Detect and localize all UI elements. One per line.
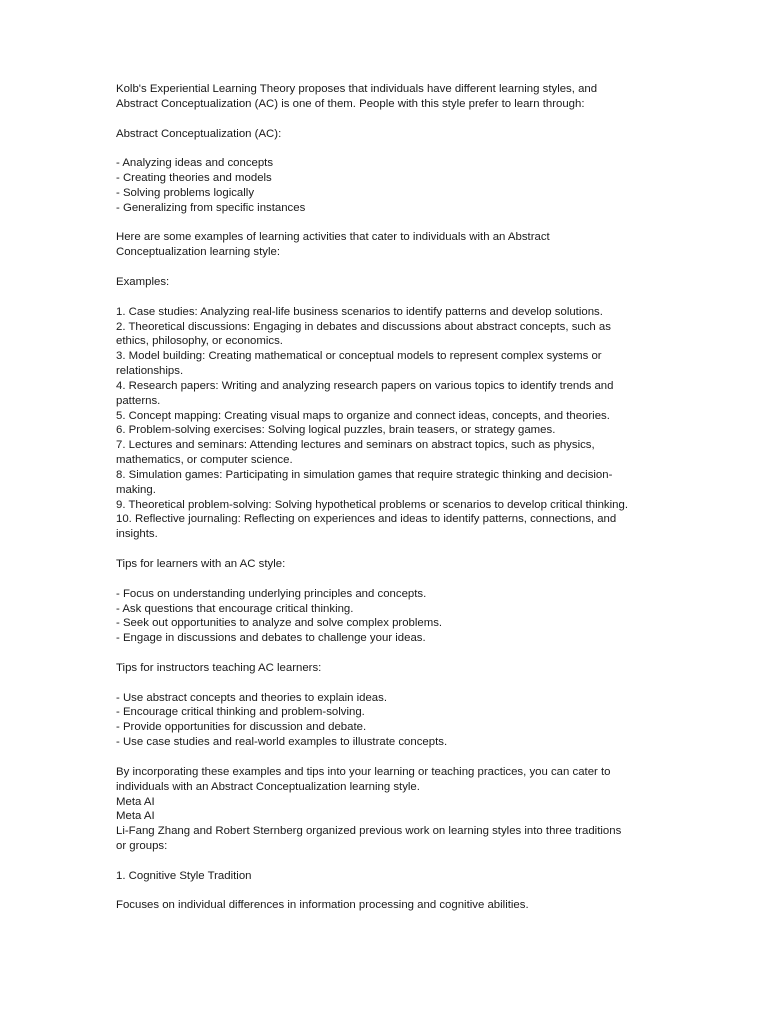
text-line: - Ask questions that encourage critical thinking. xyxy=(116,602,354,615)
text-line: 7. Lectures and seminars: Attending lectures and seminars on abstract topics, such as physics, xyxy=(116,439,595,452)
text-line: - Creating theories and models xyxy=(116,172,272,185)
text-line: By incorporating these examples and tips into your learning or teaching practices, you can cater to xyxy=(116,765,611,778)
text-line xyxy=(116,646,661,661)
text-line: - Provide opportunities for discussion and debate. xyxy=(116,721,367,734)
text-line xyxy=(116,290,661,305)
text-line: Li-Fang Zhang and Robert Sternberg organized previous work on learning styles into three traditions xyxy=(116,825,622,838)
text-line: - Seek out opportunities to analyze and solve complex problems. xyxy=(116,617,443,630)
text-line: insights. xyxy=(116,528,158,541)
text-line: 2. Theoretical discussions: Engaging in debates and discussions about abstract concepts, such as xyxy=(116,320,611,333)
text-line xyxy=(116,884,661,899)
text-line: 4. Research papers: Writing and analyzing research papers on various topics to identify trends and xyxy=(116,379,614,392)
text-line xyxy=(116,572,661,587)
text-line xyxy=(116,750,661,765)
text-line: - Encourage critical thinking and problem-solving. xyxy=(116,706,365,719)
text-line: individuals with an Abstract Conceptualization learning style. xyxy=(116,780,420,793)
text-line: Conceptualization learning style: xyxy=(116,246,280,259)
text-line: Tips for learners with an AC style: xyxy=(116,558,286,570)
text-line xyxy=(116,141,661,156)
text-line: - Use case studies and real-world examples to illustrate concepts. xyxy=(116,736,448,749)
text-line xyxy=(116,854,661,869)
text-line: 5. Concept mapping: Creating visual maps to organize and connect ideas, concepts, and theories. xyxy=(116,409,610,422)
text-line xyxy=(116,676,661,691)
text-line: - Focus on understanding underlying principles and concepts. xyxy=(116,587,427,600)
document-page xyxy=(116,82,661,913)
text-line: Examples: xyxy=(116,275,170,288)
text-line: 9. Theoretical problem-solving: Solving hypothetical problems or scenarios to develop critical thinking. xyxy=(116,498,628,511)
text-line: Tips for instructors teaching AC learners: xyxy=(116,661,322,674)
text-line: Abstract Conceptualization (AC) is one of them. People with this style prefer to learn through: xyxy=(116,97,585,110)
text-line: patterns. xyxy=(116,394,161,407)
text-line xyxy=(116,542,661,557)
text-line: 3. Model building: Creating mathematical or conceptual models to represent complex systems or xyxy=(116,350,602,363)
text-line: Meta AI xyxy=(116,810,155,823)
text-line: mathematics, or computer science. xyxy=(116,454,293,467)
text-line: Abstract Conceptualization (AC): xyxy=(116,127,282,140)
text-line: - Use abstract concepts and theories to explain ideas. xyxy=(116,691,387,704)
text-line: Meta AI xyxy=(116,795,155,808)
text-line: Focuses on individual differences in information processing and cognitive abilities. xyxy=(116,899,529,912)
text-line: 10. Reflective journaling: Reflecting on experiences and ideas to identify patterns, connections, and xyxy=(116,513,617,526)
text-line xyxy=(116,260,661,275)
text-line: ethics, philosophy, or economics. xyxy=(116,335,283,348)
text-line: Here are some examples of learning activities that cater to individuals with an Abstract xyxy=(116,231,550,244)
text-line: Kolb's Experiential Learning Theory proposes that individuals have different learning styles, and xyxy=(116,83,598,95)
text-line: - Engage in discussions and debates to challenge your ideas. xyxy=(116,632,426,645)
text-line: 8. Simulation games: Participating in simulation games that require strategic thinking and decision- xyxy=(116,468,613,481)
text-line: - Analyzing ideas and concepts xyxy=(116,157,274,170)
text-line: 6. Problem-solving exercises: Solving logical puzzles, brain teasers, or strategy games. xyxy=(116,424,556,437)
text-line xyxy=(116,112,661,127)
text-line: - Generalizing from specific instances xyxy=(116,201,306,214)
text-line: 1. Cognitive Style Tradition xyxy=(116,869,252,882)
text-line: or groups: xyxy=(116,840,168,853)
text-line: 1. Case studies: Analyzing real-life business scenarios to identify patterns and develop solutions. xyxy=(116,305,603,318)
text-line xyxy=(116,216,661,231)
text-line: making. xyxy=(116,483,156,496)
text-line: relationships. xyxy=(116,365,184,378)
text-line: - Solving problems logically xyxy=(116,186,255,199)
